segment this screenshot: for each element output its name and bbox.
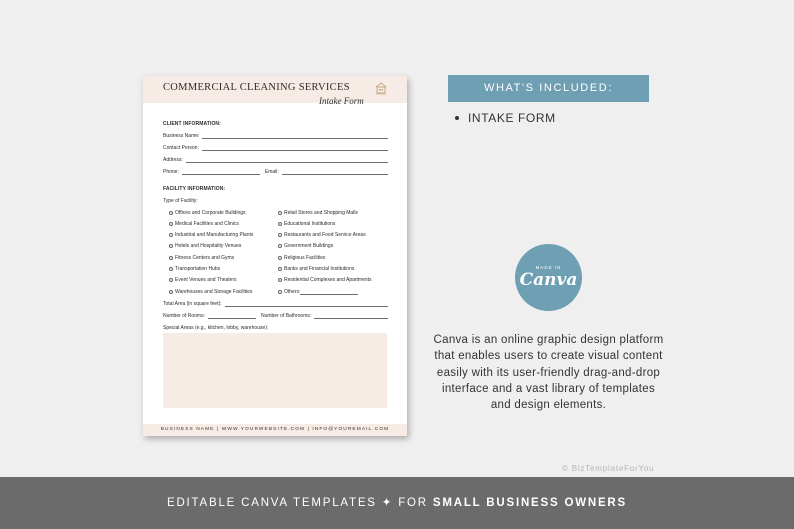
radio-circle-icon[interactable] — [278, 244, 282, 248]
facility-option[interactable]: Religious Facilities — [278, 255, 325, 261]
form-page-preview — [143, 76, 407, 436]
business-name-label: Business Name: — [163, 133, 200, 139]
made-in-canva-badge — [515, 244, 582, 311]
building-logo-icon — [374, 81, 388, 95]
business-name-line[interactable] — [202, 134, 388, 139]
tagline-bold: SMALL BUSINESS OWNERS — [432, 497, 628, 509]
rooms-bathrooms-field[interactable] — [163, 313, 388, 319]
bottom-tagline-bar — [0, 477, 794, 529]
facility-option[interactable]: Restaurants and Food Service Areas — [278, 232, 366, 238]
phone-email-field[interactable] — [163, 169, 388, 175]
contact-person-line[interactable] — [202, 146, 388, 151]
tagline-regular: EDITABLE CANVA TEMPLATES ✦ FOR — [166, 497, 433, 509]
radio-circle-icon[interactable] — [169, 267, 173, 271]
facility-option[interactable]: Government Buildings — [278, 243, 333, 249]
facility-option[interactable]: Hotels and Hospitality Venues — [169, 243, 241, 249]
facility-option[interactable]: Event Venues and Theaters — [169, 277, 237, 283]
total-area-label: Total Area (in square feet): — [163, 301, 222, 307]
radio-circle-icon[interactable] — [278, 278, 282, 282]
contact-person-field[interactable] — [163, 145, 388, 151]
form-footer: BUSINESS NAME | WWW.YOURWEBSITE.COM | INFO@YOUREMAIL.COM — [143, 424, 407, 436]
rooms-label: Number of Rooms: — [163, 313, 205, 319]
business-name-field[interactable] — [163, 133, 388, 139]
whats-included-banner: WHAT'S INCLUDED: — [448, 75, 649, 102]
facility-option[interactable]: Industrial and Manufacturing Plants — [169, 232, 253, 238]
facility-option[interactable]: Banks and Financial Institutions — [278, 266, 354, 272]
facility-option[interactable]: Residential Complexes and Apartments — [278, 277, 372, 283]
facility-section-title: FACILITY INFORMATION: — [163, 186, 226, 192]
form-title: COMMERCIAL CLEANING SERVICES — [163, 82, 350, 93]
radio-circle-icon[interactable] — [278, 290, 282, 294]
facility-option[interactable]: Warehouses and Storage Facilities — [169, 289, 252, 295]
included-list-item — [455, 111, 556, 125]
special-areas-label-row — [163, 325, 388, 331]
made-in-label: MADE IN — [535, 265, 562, 270]
radio-circle-icon[interactable] — [278, 211, 282, 215]
phone-line[interactable] — [182, 170, 260, 175]
radio-circle-icon[interactable] — [169, 290, 173, 294]
facility-option[interactable]: Fitness Centers and Gyms — [169, 255, 234, 261]
total-area-field[interactable] — [163, 301, 388, 307]
radio-circle-icon[interactable] — [169, 244, 173, 248]
radio-circle-icon[interactable] — [169, 222, 173, 226]
facility-option[interactable]: Retail Stores and Shopping Malls — [278, 210, 358, 216]
rooms-line[interactable] — [208, 314, 256, 319]
radio-circle-icon[interactable] — [278, 233, 282, 237]
type-of-facility-label-row — [163, 198, 388, 204]
radio-circle-icon[interactable] — [169, 233, 173, 237]
radio-circle-icon[interactable] — [278, 256, 282, 260]
address-field[interactable] — [163, 157, 388, 163]
phone-label: Phone: — [163, 169, 179, 175]
special-areas-textbox[interactable] — [163, 333, 387, 408]
bathrooms-line[interactable] — [314, 314, 388, 319]
address-line[interactable] — [186, 158, 388, 163]
bathrooms-label: Number of Bathrooms: — [260, 313, 312, 319]
copyright-watermark: © BizTemplateForYou — [562, 464, 655, 473]
canva-description: Canva is an online graphic design platform that enables users to create visual content easily with its user-friendly drag-and-drop interface and a vast library of templates and design elements. — [433, 334, 664, 412]
total-area-line[interactable] — [225, 302, 388, 307]
bullet-icon — [455, 116, 459, 120]
radio-circle-icon[interactable] — [278, 222, 282, 226]
included-item-label: INTAKE FORM — [468, 111, 556, 125]
facility-option[interactable]: Educational Institutions — [278, 221, 335, 227]
facility-option-others[interactable]: Others: — [278, 289, 358, 295]
address-label: Address: — [163, 157, 183, 163]
others-line[interactable] — [300, 290, 358, 295]
radio-circle-icon[interactable] — [169, 278, 173, 282]
email-label: Email: — [264, 169, 279, 175]
facility-option[interactable]: Transportation Hubs — [169, 266, 220, 272]
type-of-facility-label: Type of Facility: — [163, 198, 198, 204]
canva-logo-text: Canva — [519, 270, 578, 290]
contact-person-label: Contact Person: — [163, 145, 199, 151]
radio-circle-icon[interactable] — [169, 256, 173, 260]
special-areas-label: Special Areas (e.g., kitchen, lobby, warehouse): — [163, 325, 269, 331]
radio-circle-icon[interactable] — [278, 267, 282, 271]
email-line[interactable] — [282, 170, 388, 175]
facility-option[interactable]: Medical Facilities and Clinics — [169, 221, 239, 227]
client-section-title: CLIENT INFORMATION: — [163, 121, 221, 127]
radio-circle-icon[interactable] — [169, 211, 173, 215]
facility-option[interactable]: Offices and Corporate Buildings — [169, 210, 246, 216]
form-subtitle: Intake Form — [319, 96, 364, 106]
